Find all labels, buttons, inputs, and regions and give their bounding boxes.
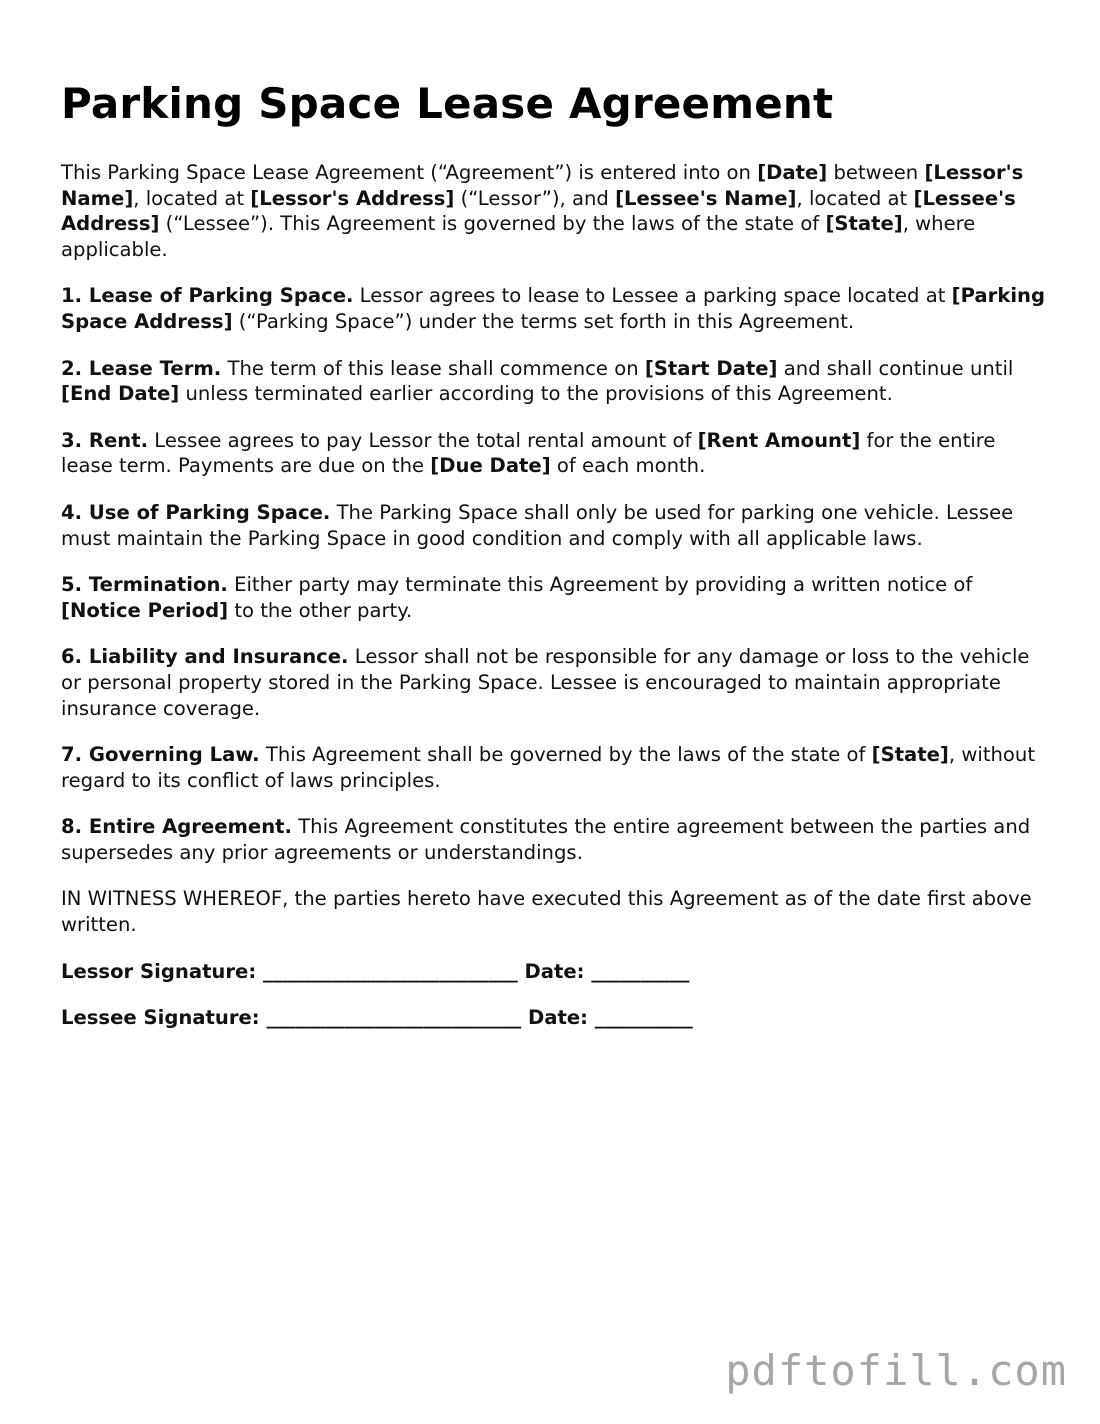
section-heading: 7. Governing Law. (61, 743, 260, 767)
state-placeholder: [State] (871, 743, 949, 767)
section-text: This Agreement constitutes the entire agreement between the parties and supersedes any prior agreements or understandings. (61, 815, 1031, 864)
intro-text: This Parking Space Lease Agreement (“Agreement”) is entered into on (61, 161, 758, 184)
section-lease-term (61, 356, 1051, 407)
section-text: to the other party. (228, 598, 413, 622)
section-text: Lessor agrees to lease to Lessee a parking space located at (353, 284, 952, 308)
notice-period-placeholder: [Notice Period] (61, 598, 229, 622)
section-text: (“Parking Space”) under the terms set forth in this Agreement. (232, 309, 855, 333)
lessor-name-placeholder: [Lessor's Name] (61, 161, 1024, 210)
section-heading: 5. Termination. (61, 573, 228, 597)
section-text: Lessor shall not be responsible for any damage or loss to the vehicle or personal property stored in the Parking Space. Lessee is encouraged to maintain appropriate insurance coverage. (61, 645, 1030, 720)
section-heading: 6. Liability and Insurance. (61, 645, 349, 669)
date-placeholder: [Date] (757, 161, 828, 184)
document-page (61, 78, 1051, 1052)
intro-paragraph (61, 160, 1051, 262)
intro-text: , located at (796, 186, 914, 210)
state-placeholder: [State] (825, 212, 903, 236)
section-text: of each month. (550, 454, 706, 478)
lessor-signature-line[interactable]: Lessor Signature: __________________________ Date: __________ (61, 959, 690, 983)
due-date-placeholder: [Due Date] (430, 454, 551, 478)
end-date-placeholder: [End Date] (61, 382, 180, 406)
intro-text: (“Lessor”), and (454, 186, 616, 210)
witness-paragraph: IN WITNESS WHEREOF, the parties hereto have executed this Agreement as of the date first above written. (61, 887, 1032, 937)
section-heading: 4. Use of Parking Space. (61, 500, 331, 524)
lessee-name-placeholder: [Lessee's Name] (615, 186, 797, 210)
start-date-placeholder: [Start Date] (644, 356, 778, 380)
section-text: This Agreement shall be governed by the laws of the state of (259, 743, 872, 767)
section-heading: 1. Lease of Parking Space. (61, 284, 354, 308)
lessor-address-placeholder: [Lessor's Address] (250, 186, 455, 210)
section-governing-law (61, 742, 1051, 793)
section-text: The Parking Space shall only be used for parking one vehicle. Lessee must maintain the Parking Space in good condition and comply with all applicable laws. (61, 500, 1014, 550)
watermark: pdftofill.com (725, 1346, 1067, 1395)
section-text: , without regard to its conflict of laws principles. (61, 743, 1036, 792)
intro-text: , located at (133, 186, 251, 210)
lessee-address-placeholder: [Lessee's Address] (61, 186, 1016, 236)
rent-amount-placeholder: [Rent Amount] (697, 428, 861, 452)
section-text: The term of this lease shall commence on (221, 356, 645, 380)
intro-text: , where applicable. (61, 212, 976, 261)
section-text: Either party may terminate this Agreement by providing a written notice of (227, 573, 973, 597)
lessee-signature-line[interactable]: Lessee Signature: __________________________ Date: __________ (61, 1006, 693, 1030)
section-heading: 8. Entire Agreement. (61, 815, 292, 839)
section-entire-agreement (61, 814, 1051, 865)
section-text: and shall continue until (777, 356, 1014, 380)
intro-text: (“Lessee”). This Agreement is governed by the laws of the state of (159, 212, 826, 236)
section-text: Lessee agrees to pay Lessor the total rental amount of (148, 428, 698, 452)
section-liability-and-insurance (61, 644, 1051, 721)
section-termination (61, 572, 1051, 623)
section-lease-of-parking-space (61, 283, 1051, 334)
parking-space-address-placeholder: [Parking Space Address] (61, 284, 1046, 333)
section-heading: 3. Rent. (61, 428, 149, 452)
section-use-of-parking-space (61, 500, 1051, 551)
section-heading: 2. Lease Term. (61, 356, 222, 380)
section-text: for the entire lease term. Payments are due on the (61, 428, 996, 478)
section-text: unless terminated earlier according to the provisions of this Agreement. (179, 382, 893, 406)
section-rent (61, 428, 1051, 479)
document-title: Parking Space Lease Agreement (61, 79, 834, 128)
intro-text: between (827, 161, 925, 184)
